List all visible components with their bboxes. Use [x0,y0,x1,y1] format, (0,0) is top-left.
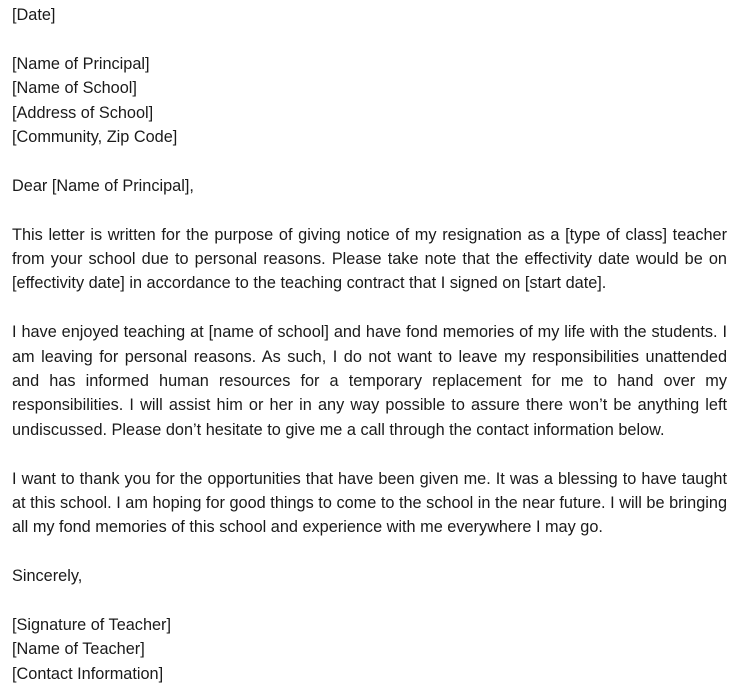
teacher-name: [Name of Teacher] [12,640,145,659]
salutation-block [12,174,727,198]
salutation: Dear [Name of Principal], [12,176,194,195]
body-paragraph-2: I have enjoyed teaching at [name of school] and have fond memories of my life with the students. I am leaving for personal reasons. As such, I do not want to leave my responsibilities unattended and has informed human resources for a temporary replacement for me to hand over my responsibilities. I will assist him or her in any way possible to assure there won’t be anything left undiscussed. Please don’t hesitate to give me a call through the contact information below. [12,323,727,439]
spacer [12,589,727,613]
recipient-community: [Community, Zip Code] [12,128,178,147]
recipient-school: [Name of School] [12,79,137,98]
recipient-name: [Name of Principal] [12,54,150,73]
date-block [12,3,727,27]
closing-block [12,564,727,588]
signature-line: [Signature of Teacher] [12,616,171,635]
spacer [12,198,727,222]
recipient-address: [Address of School] [12,103,154,122]
spacer [12,149,727,173]
letter-document [12,3,727,686]
closing: Sincerely, [12,567,83,586]
body-paragraph-1: This letter is written for the purpose of giving notice of my resignation as a [type of class] teacher from your school due to personal reasons. Please take note that the effectivity date would be on [effectivity date] in accordance to the teaching contract that I signed on [start date]. [12,225,727,293]
spacer [12,540,727,564]
signature-block [12,613,727,686]
spacer [12,27,727,51]
contact-information: [Contact Information] [12,664,164,683]
date-line: [Date] [12,6,56,24]
recipient-address-block [12,52,727,150]
spacer [12,296,727,320]
spacer [12,442,727,466]
body-paragraph-3: I want to thank you for the opportunities that have been given me. It was a blessing to have taught at this school. I am hoping for good things to come to the school in the near future. I will be bringing all my fond memories of this school and experience with me everywhere I may go. [12,469,727,537]
